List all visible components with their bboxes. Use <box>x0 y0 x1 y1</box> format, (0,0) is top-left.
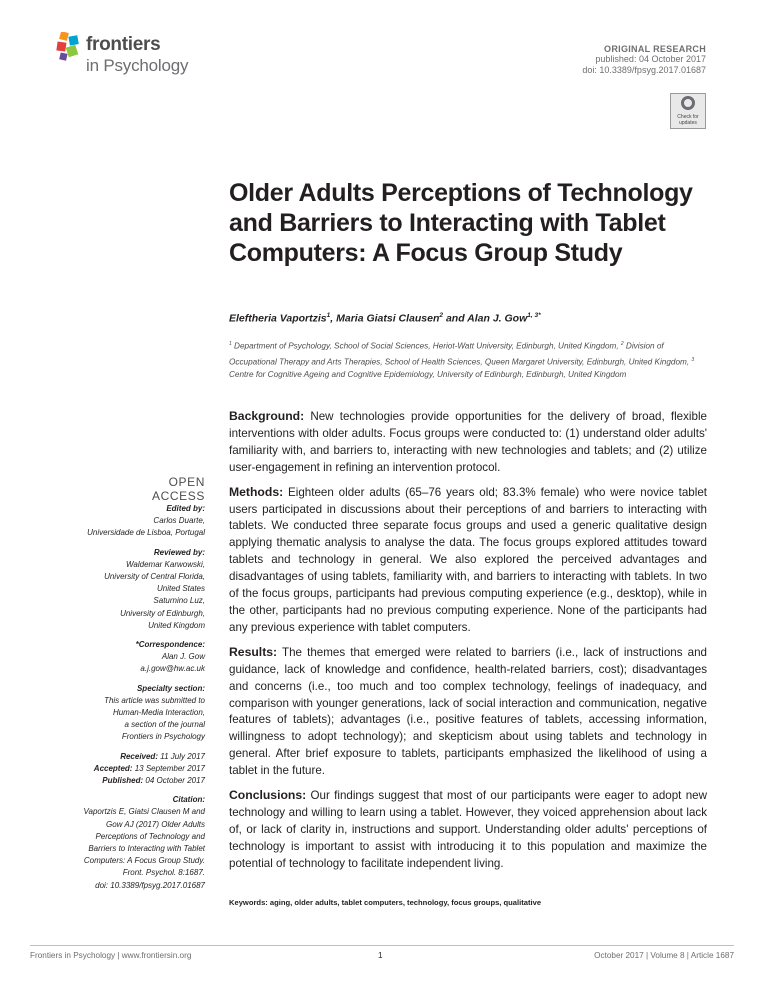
sidebar-line: Saturnino Luz, <box>153 596 205 606</box>
abstract-section <box>229 484 707 637</box>
specialty-section <box>40 695 205 744</box>
received-date <box>40 751 205 763</box>
author-name[interactable]: Eleftheria Vaportzis <box>229 312 327 325</box>
abstract-section-text: Our findings suggest that most of our participants were eager to adopt new technology and willing to learn using a tablet. However, they voiced apprehension about lack of, or lack of clarity in, instructions and support. Understanding older adults' perceptions of technology is important to assist with introducing it to this population and maximize the potential of technology to facilitate independent living. <box>229 789 707 870</box>
check-for-updates-badge[interactable] <box>670 93 706 129</box>
abstract-section-text: Eighteen older adults (65–76 years old; 83.3% female) who were novice tablet users participated in discussions about their perceptions of and barriers to interacting with tablets. We conducted three separate focus groups and used a generic qualitative design applying thematic analysis to analyse the data. The focus groups explored attitudes toward tablets and technology in general. We also explored the perceived advantages and disadvantages of using tablets, familiarity with, and barriers to interacting with tablets. In two of the focus groups, participants had previous computing experience (e.g., desktop), while in the other, participants had no previous computing experience. None of the participants had any previous experience with tablet computers. <box>229 485 707 634</box>
specialty-section-label: Specialty section: <box>136 683 205 693</box>
author-separator: and <box>443 312 468 325</box>
doi-link[interactable]: doi: 10.3389/fpsyg.2017.01687 <box>582 65 706 75</box>
accepted-date <box>40 763 205 775</box>
article-sidebar <box>40 503 205 892</box>
abstract-section-label: Results: <box>229 644 278 659</box>
affiliation-marker: 2 <box>620 341 624 347</box>
sidebar-line: doi: 10.3389/fpsyg.2017.01687 <box>95 880 205 890</box>
sidebar-line: Alan J. Gow <box>161 652 205 662</box>
published-label: Published: <box>102 776 144 786</box>
author-separator: , <box>330 312 337 325</box>
sidebar-line: a section of the journal <box>124 720 205 730</box>
footer-issue-info: October 2017 | Volume 8 | Article 1687 <box>594 951 734 960</box>
article-type: ORIGINAL RESEARCH <box>604 44 706 54</box>
sidebar-line: United Kingdom <box>148 620 205 630</box>
author-list <box>229 312 699 325</box>
sidebar-line: University of Edinburgh, <box>120 608 205 618</box>
abstract-section <box>229 644 707 780</box>
journal-name-line2: in Psychology <box>86 56 189 75</box>
accepted-value: 13 September 2017 <box>134 763 205 773</box>
accepted-label: Accepted: <box>93 763 133 773</box>
affiliation-text: Department of Psychology, School of Social Sciences, Heriot-Watt University, Edinburgh, United Kingdom, <box>231 341 621 351</box>
page-number: 1 <box>378 951 383 960</box>
footer-divider <box>30 945 734 946</box>
footer-journal-link[interactable]: Frontiers in Psychology | www.frontiersin.org <box>30 951 192 960</box>
abstract <box>229 408 707 880</box>
sidebar-line: a.j.gow@hw.ac.uk <box>140 664 205 674</box>
edited-by-label: Edited by: <box>166 504 205 513</box>
journal-name-line1: frontiers <box>86 34 161 55</box>
sidebar-line: Universidade de Lisboa, Portugal <box>87 528 205 538</box>
sidebar-line: Barriers to Interacting with Tablet <box>88 844 205 854</box>
affiliations <box>229 338 699 382</box>
frontiers-logo-icon <box>56 32 84 62</box>
affiliation-text: Centre for Cognitive Ageing and Cognitive Epidemiology, University of Edinburgh, Edinburgh, United Kingdom <box>229 370 627 380</box>
sidebar-line: Front. Psychol. 8:1687. <box>122 868 205 878</box>
abstract-section-label: Conclusions: <box>229 788 307 803</box>
received-value: 11 July 2017 <box>160 751 205 761</box>
abstract-section-label: Methods: <box>229 484 284 499</box>
sidebar-line: Gow AJ (2017) Older Adults <box>105 819 205 829</box>
published-date-sidebar <box>40 775 205 787</box>
author-affiliation-marker: 1 <box>326 312 331 319</box>
correspondence-list <box>40 651 205 675</box>
abstract-section-text: New technologies provide opportunities for the delivery of broad, flexible interventions with older adults. Focus groups were conducted to: (1) understand older adults' familiarity with, and barriers to, interacting with new technologies and tablets; and (2) utilize user-engagement in refining an intervention protocol. <box>229 410 707 474</box>
reviewed-by-label: Reviewed by: <box>153 547 205 557</box>
sidebar-line: United States <box>156 584 205 594</box>
published-value: 04 October 2017 <box>145 776 205 786</box>
received-label: Received: <box>120 751 158 761</box>
abstract-section <box>229 408 707 477</box>
sidebar-line: Frontiers in Psychology <box>121 732 205 742</box>
sidebar-line: This article was submitted to <box>104 695 205 705</box>
sidebar-line: Carlos Duarte, <box>153 516 205 526</box>
affiliation-marker: 3 <box>691 356 695 363</box>
keywords: Keywords: aging, older adults, tablet computers, technology, focus groups, qualitative <box>229 898 542 907</box>
sidebar-line: Vaportzis E, Giatsi Clausen M and <box>83 807 205 817</box>
update-check-icon <box>681 96 695 110</box>
citation-label: Citation: <box>172 795 205 805</box>
citation-text <box>40 806 205 891</box>
sidebar-line: University of Central Florida, <box>104 572 205 582</box>
journal-logo[interactable] <box>56 32 206 80</box>
check-for-updates-label: Check for updates <box>677 114 699 126</box>
editor-list <box>40 515 205 539</box>
sidebar-line: Computers: A Focus Group Study. <box>83 856 205 866</box>
abstract-section-label: Background: <box>229 409 305 423</box>
affiliation-text: Division of Occupational Therapy and Arts Therapies, School of Health Sciences, Queen Margaret University, Edinburgh, United Kingdom, <box>229 341 692 367</box>
author-name[interactable]: Maria Giatsi Clausen <box>336 312 440 325</box>
reviewer-list <box>40 559 205 632</box>
sidebar-line: Waldemar Karwowski, <box>126 559 205 569</box>
open-access-label: OPEN ACCESS <box>152 475 205 503</box>
author-affiliation-marker: 1, 3* <box>527 312 541 319</box>
sidebar-line: Human-Media Interaction, <box>112 708 205 718</box>
correspondence-label: *Correspondence: <box>135 640 205 650</box>
published-date: published: 04 October 2017 <box>595 54 706 64</box>
sidebar-line: Perceptions of Technology and <box>95 831 205 841</box>
author-affiliation-marker: 2 <box>439 312 444 319</box>
article-info <box>582 44 706 76</box>
article-title: Older Adults Perceptions of Technology and Barriers to Interacting with Tablet Computers: A Focus Group Study <box>229 179 693 267</box>
affiliation-marker: 1 <box>229 341 232 347</box>
abstract-section-text: The themes that emerged were related to barriers (i.e., lack of instructions and guidance, lack of knowledge and confidence, health-related barriers, cost); disadvantages and concerns (i.e., too much and too complex technology, feelings of inadequacy, and comparison with younger generations, lack of social interaction and communication, negative features of tablets); advantages (i.e., positive features of tablets, accessing information, willingness to adopt technology); and skepticism about using tablets and technology in general. After brief exposure to tablets, participants emphasized the likelihood of using a tablet in the future. <box>229 645 707 778</box>
abstract-section <box>229 787 707 873</box>
author-name[interactable]: Alan J. Gow <box>467 312 528 325</box>
